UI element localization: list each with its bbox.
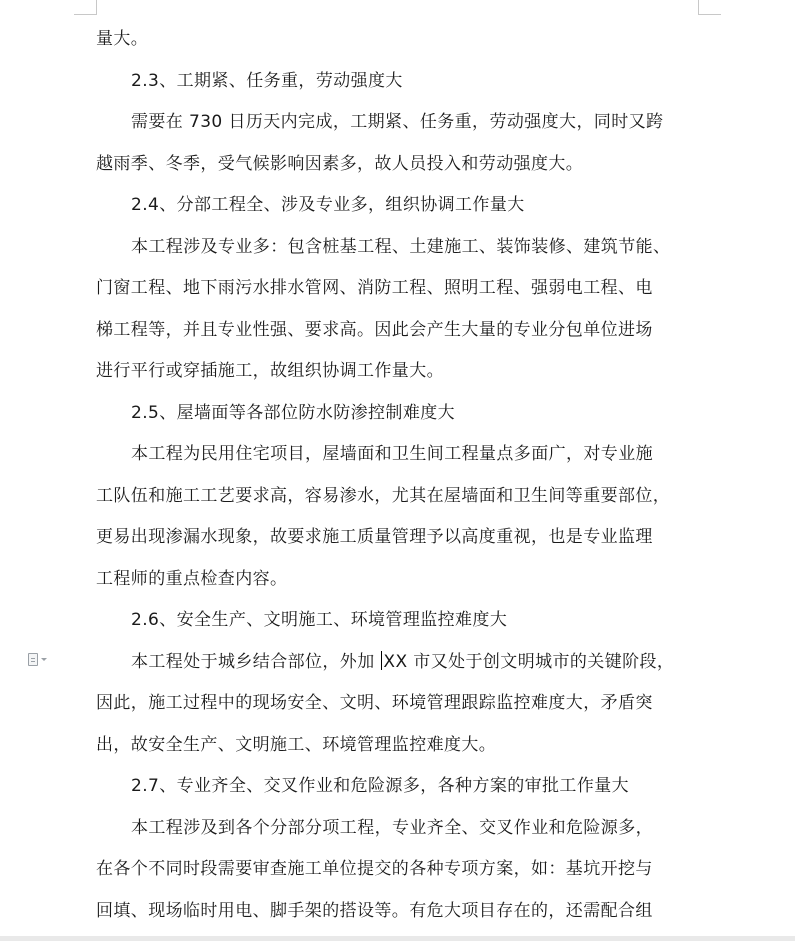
paragraph-line: 本工程为民用住宅项目，屋墙面和卫生间工程量点多面广，对专业施 <box>131 444 653 464</box>
paragraph-options-button[interactable] <box>28 651 52 667</box>
paragraph-line-with-caret <box>96 642 700 684</box>
paragraph-line: 需要在 730 日历天内完成，工期紧、任务重，劳动强度大，同时又跨 <box>131 112 664 132</box>
paragraph-line: 本工程涉及专业多：包含桩基工程、土建施工、装饰装修、建筑节能、 <box>131 236 671 257</box>
section-heading-2-7: 2.7、专业齐全、交叉作业和危险源多，各种方案的审批工作量大 <box>131 776 630 796</box>
paragraph-line: 进行平行或穿插施工，故组织协调工作量大。 <box>96 361 444 381</box>
document-body[interactable] <box>96 19 700 932</box>
paragraph-line: 更易出现渗漏水现象，故要求施工质量管理予以高度重视，也是专业监理 <box>96 527 653 547</box>
section-heading-2-3: 2.3、工期紧、任务重，劳动强度大 <box>131 70 403 91</box>
paragraph-line: 门窗工程、地下雨污水排水管网、消防工程、照明工程、强弱电工程、电 <box>96 278 653 298</box>
paragraph-line: 梯工程等，并且专业性强、要求高。因此会产生大量的专业分包单位进场 <box>96 319 653 340</box>
dropdown-arrow-icon <box>41 658 47 661</box>
paragraph-line: 越雨季、冬季，受气候影响因素多，故人员投入和劳动强度大。 <box>96 153 584 174</box>
caret-line-after: XX 市又处于创文明城市的关键阶段， <box>383 651 675 672</box>
section-heading-2-5: 2.5、屋墙面等各部位防水防渗控制难度大 <box>131 402 456 423</box>
paragraph-line: 工队伍和施工工艺要求高，容易渗水，尤其在屋墙面和卫生间等重要部位， <box>96 485 671 506</box>
caret-line-before: 本工程处于城乡结合部位，外加 <box>131 651 381 672</box>
paragraph-line: 工程师的重点检查内容。 <box>96 568 288 589</box>
page-corner-mark-right <box>698 0 721 15</box>
paragraph-line: 在各个不同时段需要审查施工单位提交的各种专项方案，如：基坑开挖与 <box>96 859 653 879</box>
paragraph-line: 因此，施工过程中的现场安全、文明、环境管理跟踪监控难度大，矛盾突 <box>96 693 653 713</box>
document-options-icon <box>28 653 38 666</box>
page-corner-mark-left <box>74 0 97 15</box>
paragraph-line: 回填、现场临时用电、脚手架的搭设等。有危大项目存在的，还需配合组 <box>96 900 653 921</box>
page-bottom-edge <box>0 936 795 941</box>
section-heading-2-4: 2.4、分部工程全、涉及专业多，组织协调工作量大 <box>131 195 525 215</box>
section-heading-2-6: 2.6、安全生产、文明施工、环境管理监控难度大 <box>131 610 508 630</box>
paragraph-line: 出，故安全生产、文明施工、环境管理监控难度大。 <box>96 734 497 755</box>
paragraph-line: 量大。 <box>96 29 149 49</box>
paragraph-line: 本工程涉及到各个分部分项工程，专业齐全、交叉作业和危险源多， <box>131 817 653 838</box>
